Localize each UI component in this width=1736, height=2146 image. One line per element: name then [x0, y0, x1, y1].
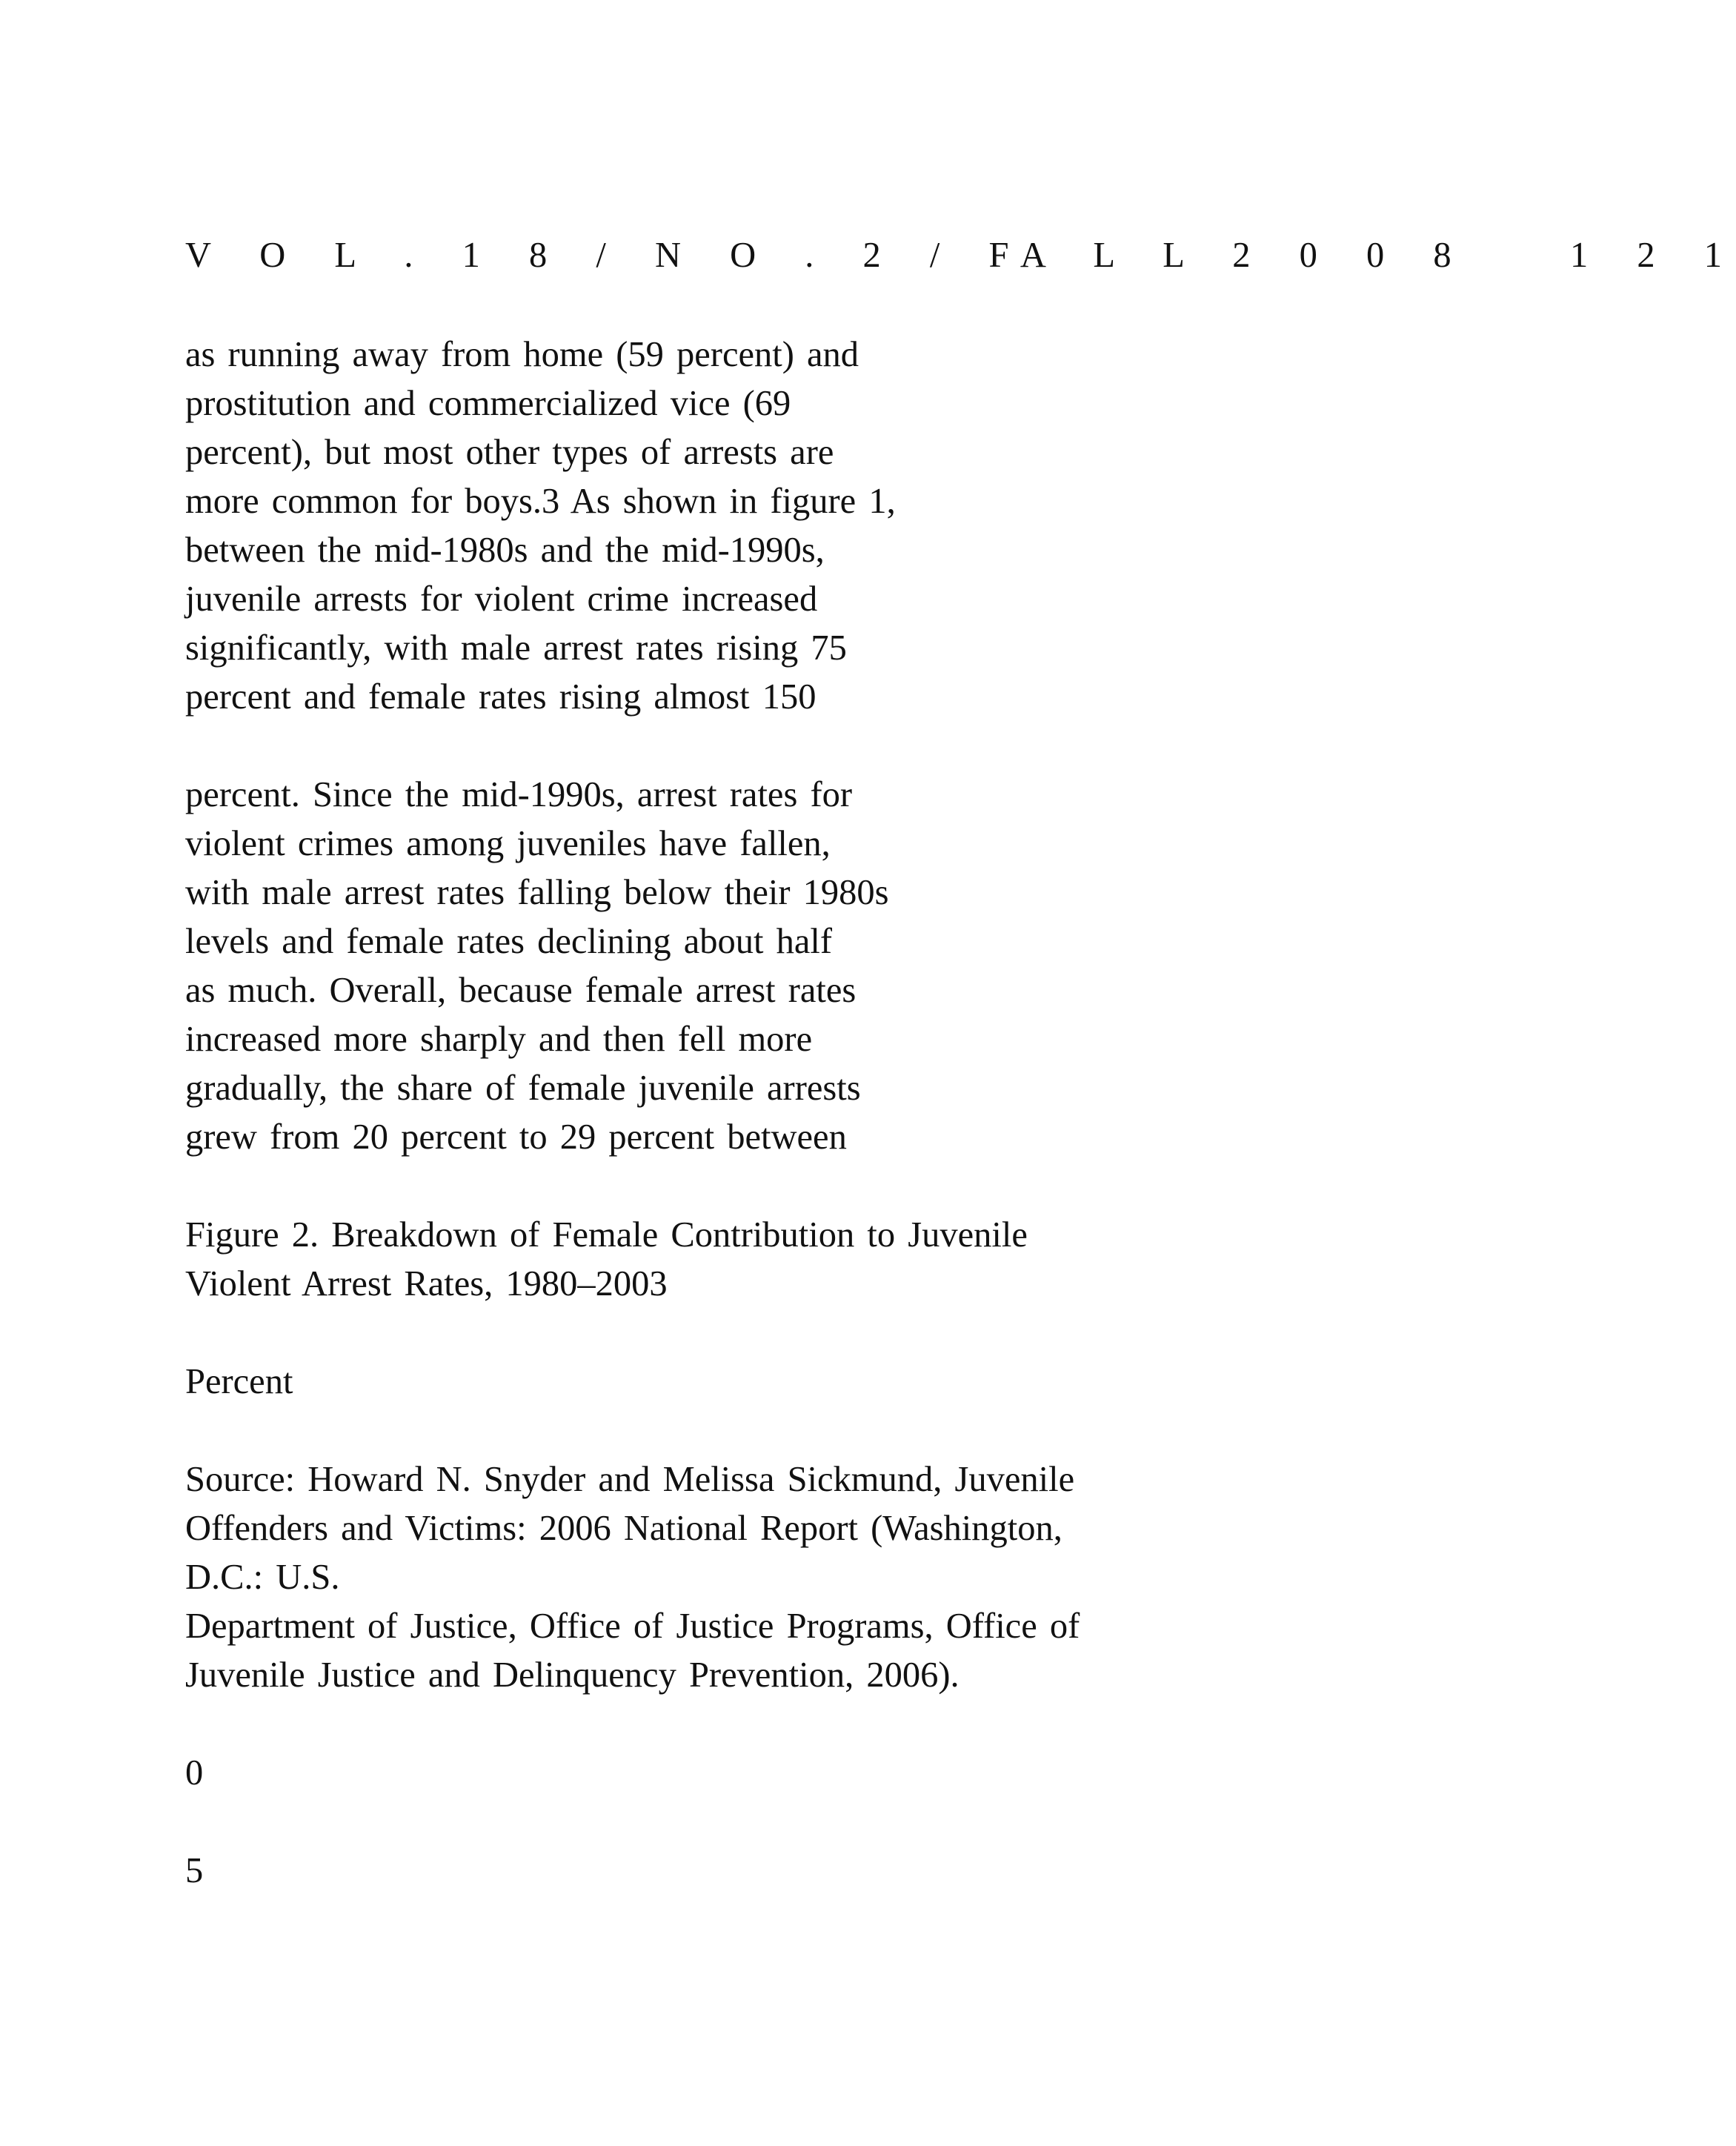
figure-tick-value: 5	[185, 1851, 204, 1890]
paragraph-2-line: violent crimes among juveniles have fallen,	[185, 824, 831, 863]
running-header: V O L . 1 8 / N O . 2 / FA L L 2 0 0 8 1 2 1	[185, 236, 1736, 275]
figure-axis-label: Percent	[185, 1362, 293, 1401]
figure-source-line: Offenders and Victims: 2006 National Report (Washington,	[185, 1509, 1062, 1548]
paragraph-1-line: as running away from home (59 percent) and	[185, 335, 859, 374]
paragraph-1-line: juvenile arrests for violent crime increased	[185, 579, 818, 619]
figure-source-line: Source: Howard N. Snyder and Melissa Sickmund, Juvenile	[185, 1460, 1075, 1499]
paragraph-2-line: increased more sharply and then fell more	[185, 1020, 813, 1059]
paragraph-2-line: percent. Since the mid-1990s, arrest rates for	[185, 775, 852, 814]
figure-source-line: D.C.: U.S.	[185, 1558, 340, 1597]
paragraph-2-line: grew from 20 percent to 29 percent between	[185, 1117, 847, 1157]
paragraph-1-line: between the mid-1980s and the mid-1990s,	[185, 531, 825, 570]
paragraph-2-line: with male arrest rates falling below their 1980s	[185, 873, 889, 912]
figure-source-line: Juvenile Justice and Delinquency Prevention, 2006).	[185, 1655, 960, 1695]
paragraph-2-line: gradually, the share of female juvenile arrests	[185, 1069, 861, 1108]
paragraph-2-line: levels and female rates declining about half	[185, 922, 833, 961]
paragraph-1-line: percent), but most other types of arrests are	[185, 433, 834, 472]
figure-caption-line: Figure 2. Breakdown of Female Contribution to Juvenile	[185, 1215, 1028, 1255]
paragraph-1-line: prostitution and commercialized vice (69	[185, 384, 791, 423]
figure-source-line: Department of Justice, Office of Justice Programs, Office of	[185, 1607, 1080, 1646]
paragraph-1-line: significantly, with male arrest rates rising 75	[185, 628, 847, 668]
paragraph-2-line: as much. Overall, because female arrest rates	[185, 971, 857, 1010]
figure-tick-value: 0	[185, 1753, 204, 1793]
paragraph-1-line: more common for boys.3 As shown in figure 1,	[185, 482, 896, 521]
figure-caption-line: Violent Arrest Rates, 1980–2003	[185, 1264, 668, 1303]
paragraph-1-line: percent and female rates rising almost 150	[185, 677, 817, 717]
